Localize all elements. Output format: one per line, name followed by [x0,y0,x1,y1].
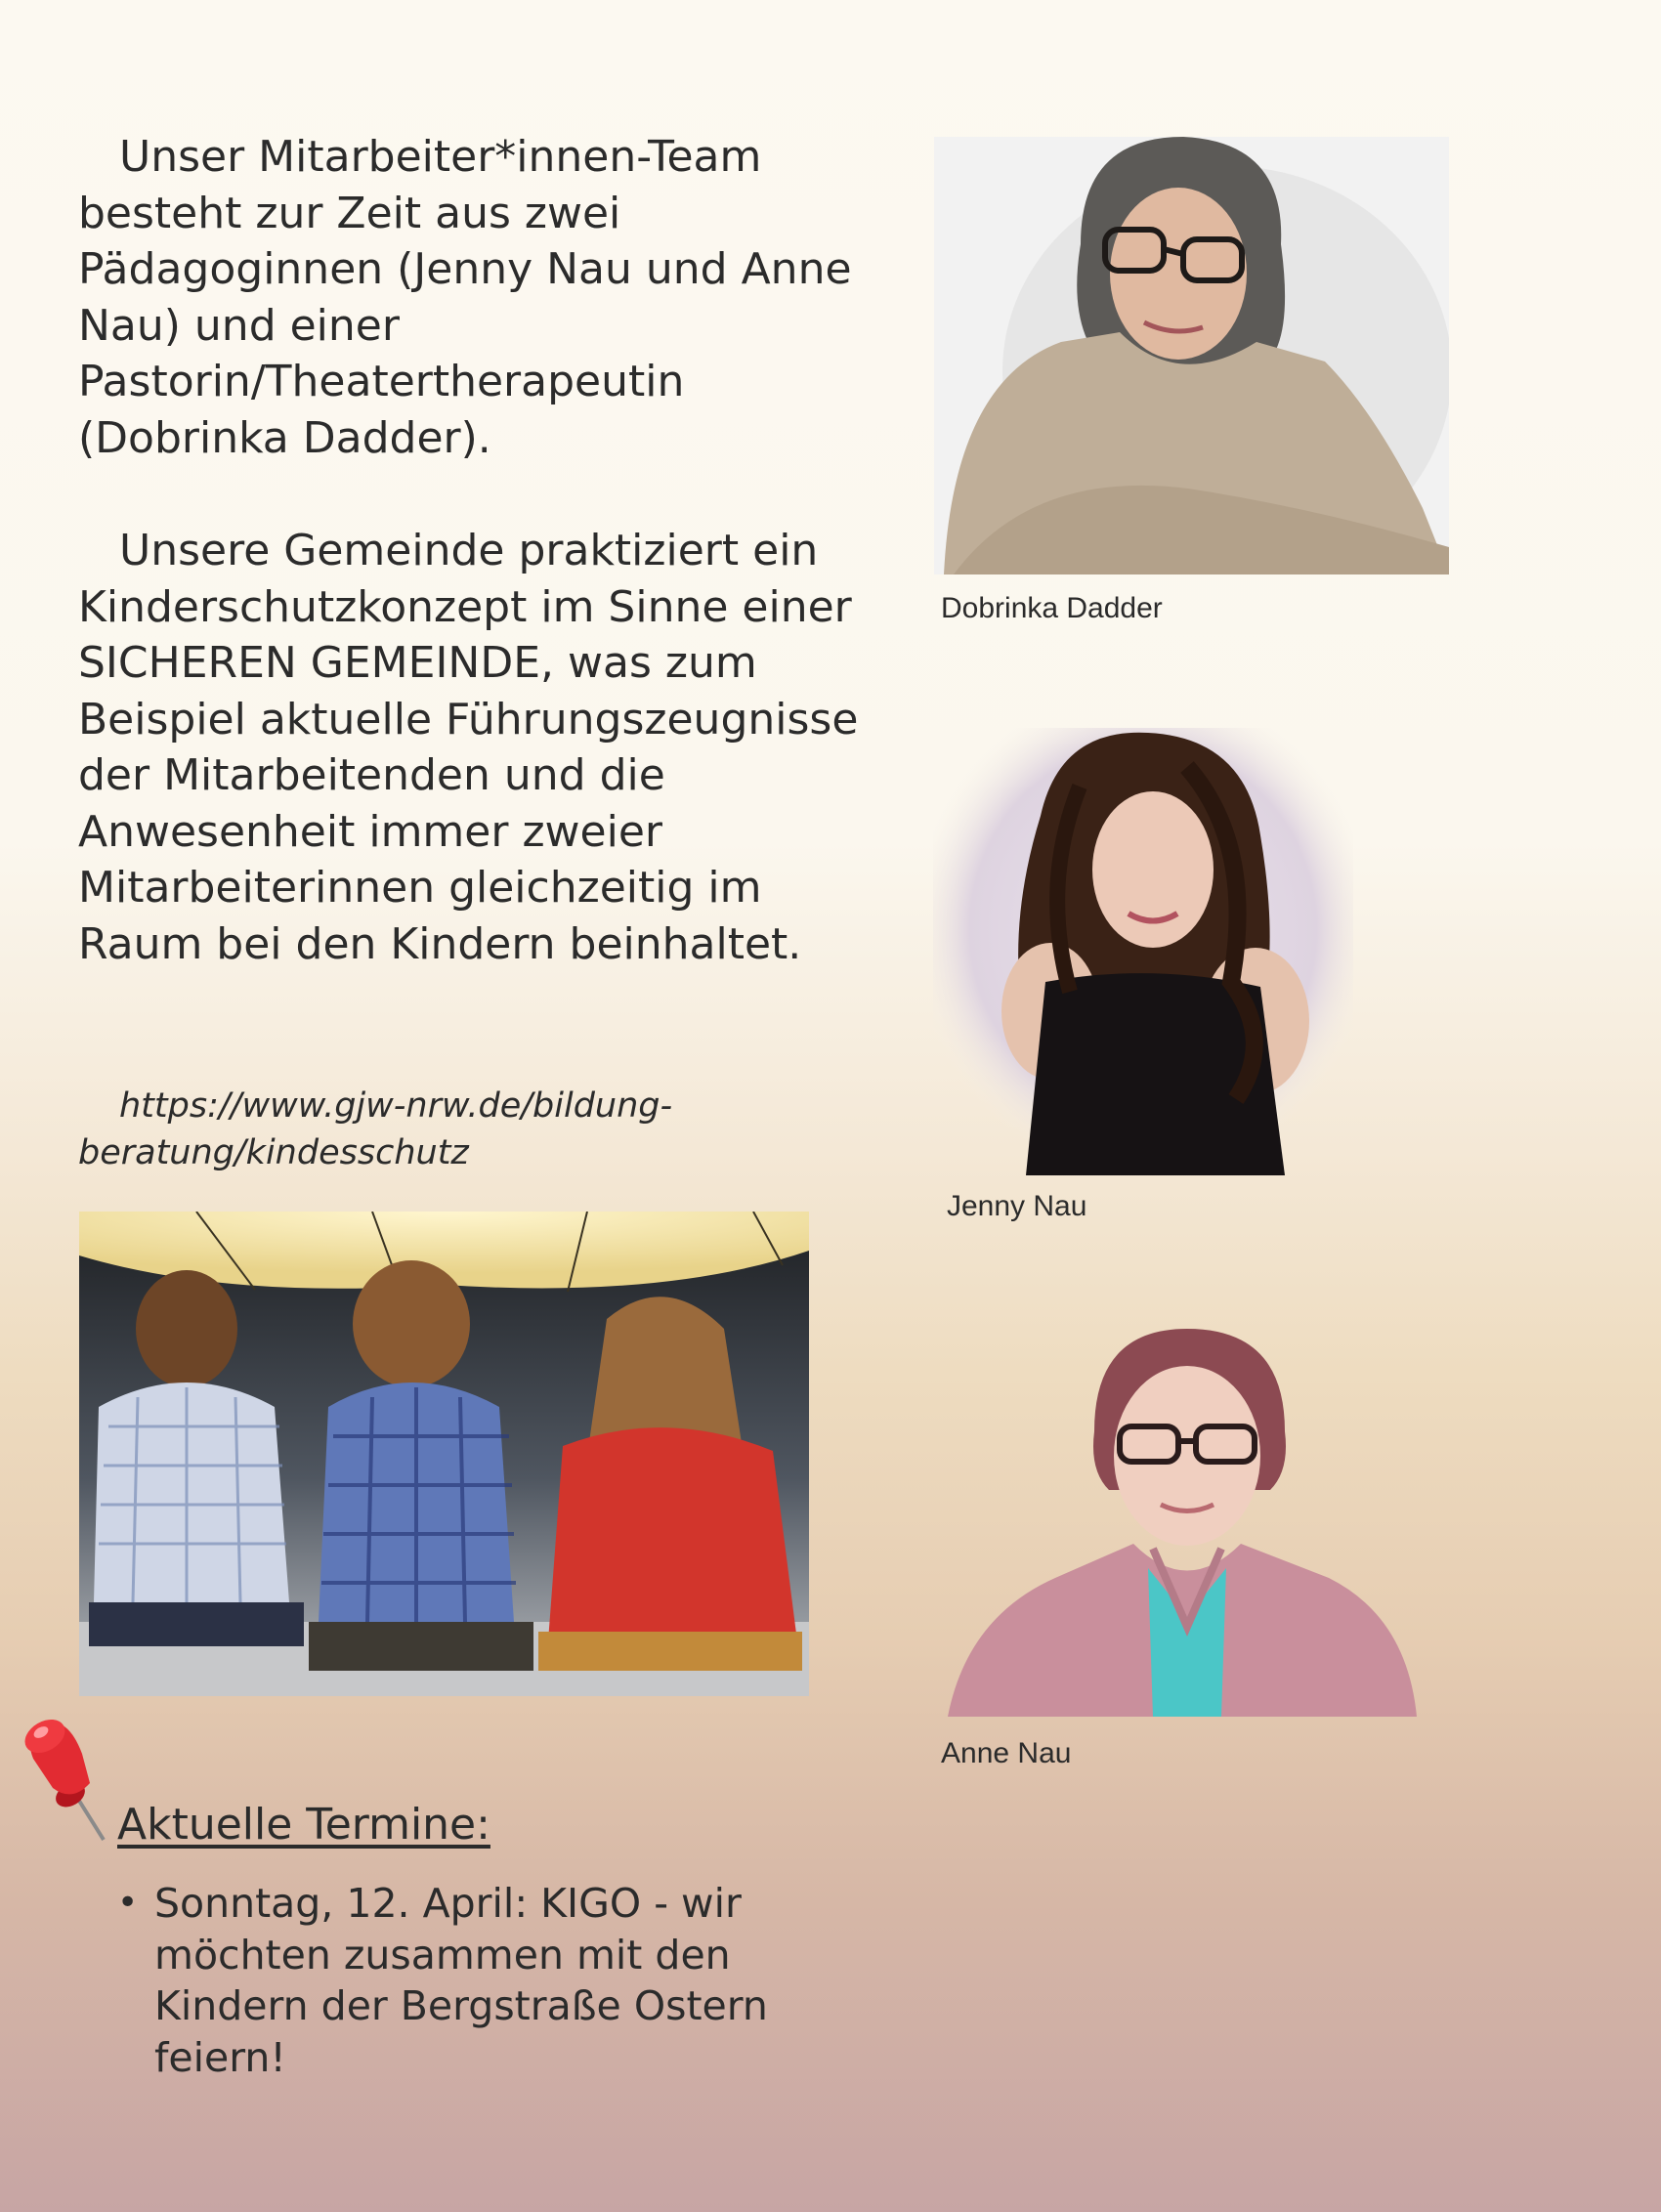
termine-item: • Sonntag, 12. April: KIGO - wir möchten zusammen mit den Kindern der Bergstraße Ostern feiern! [117,1880,768,2081]
termine-list [117,1878,821,2083]
child-protection-paragraph: Unsere Gemeinde praktiziert ein Kinderschutzkonzept im Sinne einer SICHEREN GEMEINDE, was zum Beispiel aktuelle Führungszeugnisse der Mitarbeitenden und die Anwesenheit immer zweier Mitarbeiterinnen gleichzeitig im Raum bei den Kindern beinhaltet. [78,526,859,969]
dobrinka-dadder-caption: Dobrinka Dadder [941,592,1163,624]
jenny-nau-caption: Jenny Nau [947,1190,1087,1222]
pushpin-icon [14,1715,111,1842]
termine-title: Aktuelle Termine: [117,1800,490,1850]
team-paragraph: Unser Mitarbeiter*innen-Team besteht zur Zeit aus zwei Pädagoginnen (Jenny Nau und Anne Nau) und einer Pastorin/Theatertherapeutin (Dobrinka Dadder). [78,132,852,463]
children-umbrella-photo [79,1212,809,1696]
anne-nau-caption: Anne Nau [941,1737,1072,1769]
bullet-icon: • [117,1883,139,1923]
child-protection-link[interactable]: https://www.gjw-nrw.de/bildung-beratung/kindesschutz [78,1086,673,1172]
anne-nau-photo [948,1324,1436,1717]
jenny-nau-photo [933,728,1353,1175]
dobrinka-dadder-photo [934,137,1449,574]
